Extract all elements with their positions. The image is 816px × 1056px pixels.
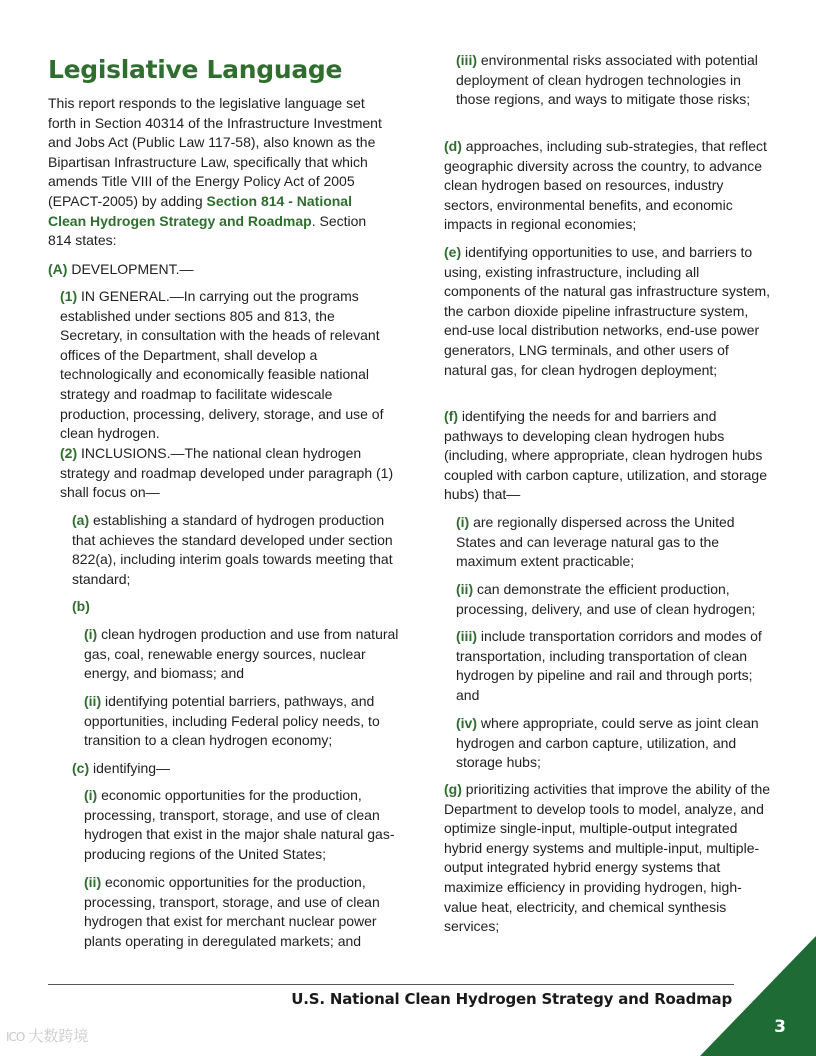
watermark-logo-icon: ICO [6, 1030, 25, 1045]
page-title: Legislative Language [48, 55, 343, 84]
item-f-ii: (ii) can demonstrate the efficient production, processing, delivery, and use of clean hydrogen; [456, 581, 756, 617]
item-c-ii: (ii) economic opportunities for the production, processing, transport, storage, and use of clean hydrogen that exist for merchant nuclear power plants operating in deregulated markets; and [84, 874, 380, 949]
item-c-i: (i) economic opportunities for the production, processing, transport, storage, and use of clean hydrogen that exist in the major shale natural gas-producing regions of the United States; [84, 787, 395, 862]
item-f-iii: (iii) include transportation corridors and modes of transportation, including transportation of clean hydrogen by pipeline and rail and through ports; and [456, 628, 762, 703]
section-814-highlight: Section 814 - National Clean Hydrogen Strategy and Roadmap [48, 192, 352, 229]
item-f: (f) identifying the needs for and barriers and pathways to developing clean hydrogen hubs (including, where appropriate, clean hydrogen hubs coupled with carbon capture, utilization, and storage hubs) that— [444, 408, 767, 503]
item-f-i: (i) are regionally dispersed across the United States and can leverage natural gas to the maximum extent practicable; [456, 514, 735, 570]
item-g: (g) prioritizing activities that improve the ability of the Department to develop tools to model, analyze, and optimize single-input, multiple-output integrated hybrid energy systems and multiple-input, multiple-output integrated hybrid energy systems that maximize efficiency in providing hydrogen, high-value heat, electricity, and chemical synthesis services; [444, 781, 771, 935]
item-d: (d) approaches, including sub-strategies, that reflect geographic diversity across the country, to advance clean hydrogen based on resources, industry sectors, environmental benefits, and economic impacts in regional economies; [444, 138, 767, 233]
item-b: (b) [72, 598, 90, 614]
item-c-iii: (iii) environmental risks associated with potential deployment of clean hydrogen technologies in those regions, and ways to mitigate those risks; [456, 52, 758, 108]
watermark-text: 大数跨境 [28, 1027, 89, 1046]
item-b-i: (i) clean hydrogen production and use from natural gas, coal, renewable energy sources, nuclear energy, and biomass; and [84, 626, 399, 682]
intro-paragraph: This report responds to the legislative language set forth in Section 40314 of the Infrastructure Investment and Jobs Act (Public Law 117-58), also known as the Bipartisan Infrastructure Law, specifically that which amends Title VIII of the Energy Policy Act of 2005 (EPACT-2005) by adding Section 814 - National Clean Hydrogen Strategy and Roadmap. Section 814 states: [48, 95, 382, 249]
watermark [6, 1027, 88, 1048]
item-A1: (1) IN GENERAL.—In carrying out the programs established under sections 805 and 813, the Secretary, in consultation with the heads of relevant offices of the Department, shall develop a technologically and economically feasible national strategy and roadmap to facilitate widescale production, processing, delivery, storage, and use of clean hydrogen. [60, 288, 384, 442]
item-e: (e) identifying opportunities to use, and barriers to using, existing infrastructure, including all components of the natural gas infrastructure system, the carbon dioxide pipeline infrastructure system, end-use local distribution networks, end-use power generators, LNG terminals, and other users of natural gas, for clean hydrogen deployment; [444, 244, 771, 378]
item-a: (a) establishing a standard of hydrogen production that achieves the standard developed under section 822(a), including interim goals towards meeting that standard; [72, 512, 393, 587]
page-corner-triangle [700, 936, 816, 1056]
item-b-ii: (ii) identifying potential barriers, pathways, and opportunities, including Federal policy needs, to transition to a clean hydrogen economy; [84, 693, 380, 749]
item-A: (A) DEVELOPMENT.— [48, 261, 194, 277]
item-A2: (2) INCLUSIONS.—The national clean hydrogen strategy and roadmap developed under paragraph (1) shall focus on— [60, 445, 394, 501]
item-f-iv: (iv) where appropriate, could serve as joint clean hydrogen and carbon capture, utilization, and storage hubs; [456, 715, 759, 771]
page-number: 3 [774, 1017, 786, 1038]
footer-title: U.S. National Clean Hydrogen Strategy and Roadmap [291, 990, 732, 1008]
item-c: (c) identifying— [72, 760, 171, 776]
footer-divider [48, 984, 734, 985]
